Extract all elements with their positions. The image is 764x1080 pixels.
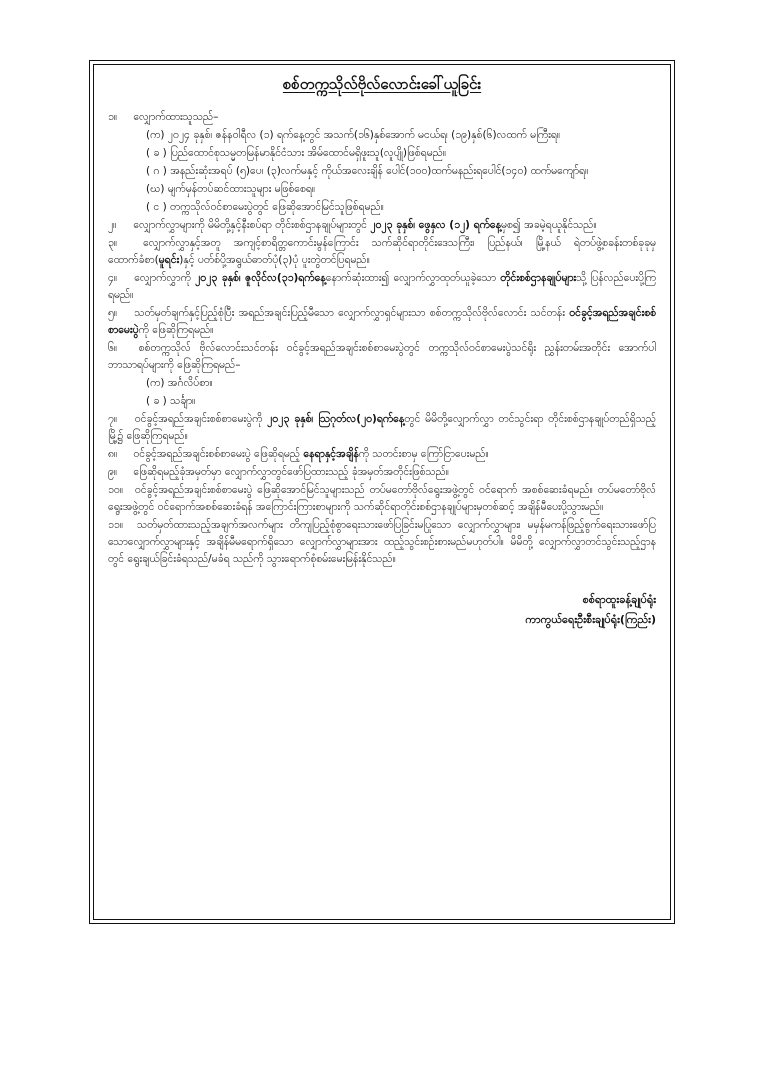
paragraph-number: ၆။ xyxy=(108,342,118,354)
paragraph-text: သတ်မှတ်ထားသည့်အချက်အလက်များ တိကျပြည့်စုံစွာရေးသားဖော်ပြခြင်းမပြုသော လျှောက်လွှာများ၊ မမှန်မကန်ဖြည့်စွက်ရေးသားဖော်ပြသောလျှောက်လွှာများနှင့် အချိန်မီမရောက်ရှိသော လျှောက်လွှာများအား ထည့်သွင်းစဉ်းစားမည်မဟုတ်ပါ။ မိမိတို့ လျှောက်လွှာတင်သွင်းသည့်ဌာနတွင် ရွေးချယ်ခြင်းခံရသည်/မခံရ သည်ကို သွားရောက်စုံစမ်းမေးမြန်းနိုင်သည်။ xyxy=(108,519,656,565)
paragraph-8 xyxy=(108,446,656,463)
list-item: ( ဂ ) အနည်းဆုံးအရပ် (၅)ပေ၊ (၃)လက်မနှင့် ကိုယ်အလေးချိန် ပေါင်(၁၀၀)ထက်မနည်းရပေါင်(၁၄၀) ထက်မကျော်ရ။ xyxy=(146,165,589,177)
paragraph-text: လျှောက်ထားသူသည်– xyxy=(133,111,219,123)
paragraph-text: ဖြေဆိုရမည့်ခုံအမှတ်မှာ လျှောက်လွှာတွင်ဖော်ပြထားသည့် ခုံအမှတ်အတိုင်းဖြစ်သည်။ xyxy=(133,466,449,478)
paragraph-7 xyxy=(108,411,656,445)
paragraph-6 xyxy=(108,340,656,374)
notice-title: စစ်တက္ကသိုလ်ဗိုလ်လောင်းခေါ်ယူခြင်း xyxy=(282,75,482,93)
paragraph-text: သတ်မှတ်ချက်နှင့်ပြည့်စုံပြီး အရည်အချင်းပြည့်မီသော လျှောက်လွှာရှင်များသာ စစ်တက္ကသိုလ်ဗိုလ်လောင်း သင်တန်း xyxy=(134,307,565,319)
paragraph-text: ကို ဖြေဆိုကြရမည်။ xyxy=(138,324,214,336)
paragraph-text: ကို သတင်းစာမှ ကြော်ငြာပေးမည်။ xyxy=(358,448,489,460)
paragraph-10 xyxy=(108,482,656,516)
paragraph-text: )နှင့် ပတ်စ်ပို့အရွယ်ဓာတ်ပုံ(၃)ပုံ ပူးတွဲတင်ပြရမည်။ xyxy=(179,254,370,266)
paragraph-11 xyxy=(108,517,656,568)
list-item: (က) ၂၀၂၄ ခုနှစ်၊ ဇန်နဝါရီလ (၁) ရက်နေ့တွင် အသက်(၁၆)နှစ်အောက် မငယ်ရ၊ (၁၉)နှစ်(၆)လထက် မကြီးရ။ xyxy=(146,129,561,141)
paragraph-1 xyxy=(108,109,656,126)
paragraph-9 xyxy=(108,464,656,481)
paragraph-text: တွင် မိမိတို့လျှောက်လွှာ တင်သွင်းရာ တိုင်းစစ်ဌာနချုပ်တည်ရှိသည့်မြို့၌ ဖြေဆိုကြရမည်။ xyxy=(108,413,657,442)
bold-term: တိုင်းစစ်ဌာနချုပ်များ xyxy=(500,272,577,284)
paragraph-number: ၄။ xyxy=(108,272,118,284)
paragraph-text: နောက်ဆုံးထား၍ လျှောက်လွှာထုတ်ယူခဲ့သော xyxy=(325,272,497,284)
list-item: ( ခ ) ပြည်ထောင်စုသမ္မတမြန်မာနိုင်ငံသား အိမ်ထောင်မရှိဖူးသူ(လူပျို)ဖြစ်ရမည်။ xyxy=(146,147,447,159)
bold-term: မူရင်း xyxy=(158,254,180,266)
list-item: (ဃ) မျက်မှန်တပ်ဆင်ထားသူများ မဖြစ်စေရ။ xyxy=(146,183,316,195)
bold-term: ဝင်ခွင့်အရည်အချင်းစစ်စာမေးပွဲ xyxy=(108,307,657,336)
paragraph-2 xyxy=(108,217,656,234)
paragraph-number: ၅။ xyxy=(108,307,118,319)
paragraph-text: လျှောက်လွှာနှင့်အတူ အကျင့်စာရိတ္တကောင်းမွန်ကြောင်း သက်ဆိုင်ရာတိုင်းဒေသကြီး၊ ပြည်နယ်၊ မြို့နယ် ရဲတပ်ဖွဲ့စခန်းတစ်ခုခုမှ ထောက်ခံစာ( xyxy=(108,237,656,266)
notice-inner-frame xyxy=(93,64,671,920)
paragraph-number: ၉။ xyxy=(108,466,118,478)
signature-line-command: ကာကွယ်ရေးဦးစီးချုပ်ရုံး(ကြည်း) xyxy=(525,613,656,626)
signature-block xyxy=(108,590,656,630)
bold-date: ၂၀၂၃ ခုနှစ်၊ ဩဂုတ်လ(၂၀)ရက်နေ့ xyxy=(267,413,405,425)
paragraph-text: သို့ ပြန်လည်ပေးပို့ကြရမည်။ xyxy=(108,272,657,301)
bold-date: ၂၀၂၃ ခုနှစ်၊ ဖွေနှလ (၁၂) ရက်နေ့ xyxy=(370,219,502,231)
list-item: ( င ) တက္ကသိုလ်ဝင်စာမေးပွဲတွင် ဖြေဆိုအောင်မြင်သူဖြစ်ရမည်။ xyxy=(146,201,384,213)
list-item: (က) အင်္ဂလိပ်စာ။ xyxy=(146,377,213,389)
paragraph-text: စစ်တက္ကသိုလ် ဗိုလ်လောင်းသင်တန်း ဝင်ခွင့်အရည်အချင်းစစ်စာမေးပွဲတွင် တက္ကသိုလ်ဝင်စာမေးပွဲသင်ရိုး ညွှန်းတမ်းအတိုင်း အောက်ပါဘာသာရပ်များကို ဖြေဆိုကြရမည်– xyxy=(108,342,656,371)
bold-term: နေရာနှင့်အချိန် xyxy=(303,448,359,460)
paragraph-number: ၁၀။ xyxy=(108,484,123,496)
paragraph-text: ဝင်ခွင့်အရည်အချင်းစစ်စာမေးပွဲ ဖြေဆိုရမည့် xyxy=(133,448,301,460)
paragraph-number: ၈။ xyxy=(108,448,118,460)
paragraph-number: ၁။ xyxy=(108,111,118,123)
paragraph-text: မှစ၍ အခမဲ့ရယူနိုင်သည်။ xyxy=(501,219,597,231)
paragraph-number: ၁၁။ xyxy=(108,519,123,531)
paragraph-text: လျှောက်လွှာများကို မိမိတို့နှင့်နီးစပ်ရာ တိုင်းစစ်ဌာနချုပ်များတွင် xyxy=(133,219,367,231)
bold-date: ၂၀၂၃ ခုနှစ်၊ ဇူလိုင်လ(၃၁)ရက်နေ့ xyxy=(195,272,326,284)
notice-frame xyxy=(89,60,675,924)
paragraph-number: ၂။ xyxy=(108,219,117,231)
paragraph-text: ဝင်ခွင့်အရည်အချင်းစစ်စာမေးပွဲကို xyxy=(134,413,263,425)
paragraph-number: ၃။ xyxy=(108,237,118,249)
signature-line-office: စစ်ရာထူးခန့်ချုပ်ရုံး xyxy=(582,593,656,606)
paragraph-number: ၇။ xyxy=(108,413,118,425)
list-item: ( ခ ) သင်္ချာ။ xyxy=(146,395,196,407)
paragraph-3 xyxy=(108,235,656,269)
paragraph-4 xyxy=(108,270,656,304)
paragraph-text: လျှောက်လွှာကို xyxy=(134,272,191,284)
paragraph-text: ဝင်ခွင့်အရည်အချင်းစစ်စာမေးပွဲ ဖြေဆိုအောင်မြင်သူများသည် တပ်မတော်ဗိုလ်ရွေးအဖွဲ့တွင် ဝင်ရောက် အစစ်ဆေးခံရမည်။ တပ်မတော်ဗိုလ်ရွေးအဖွဲ့တွင် ဝင်ရောက်အစစ်ဆေးခံရန် အကြောင်းကြားစာများကို သက်ဆိုင်ရာတိုင်းစစ်ဌာနချုပ်များမှတစ်ဆင့် အချိန်မီပေးပို့သွားမည်။ xyxy=(108,484,656,513)
paragraph-5 xyxy=(108,305,656,339)
